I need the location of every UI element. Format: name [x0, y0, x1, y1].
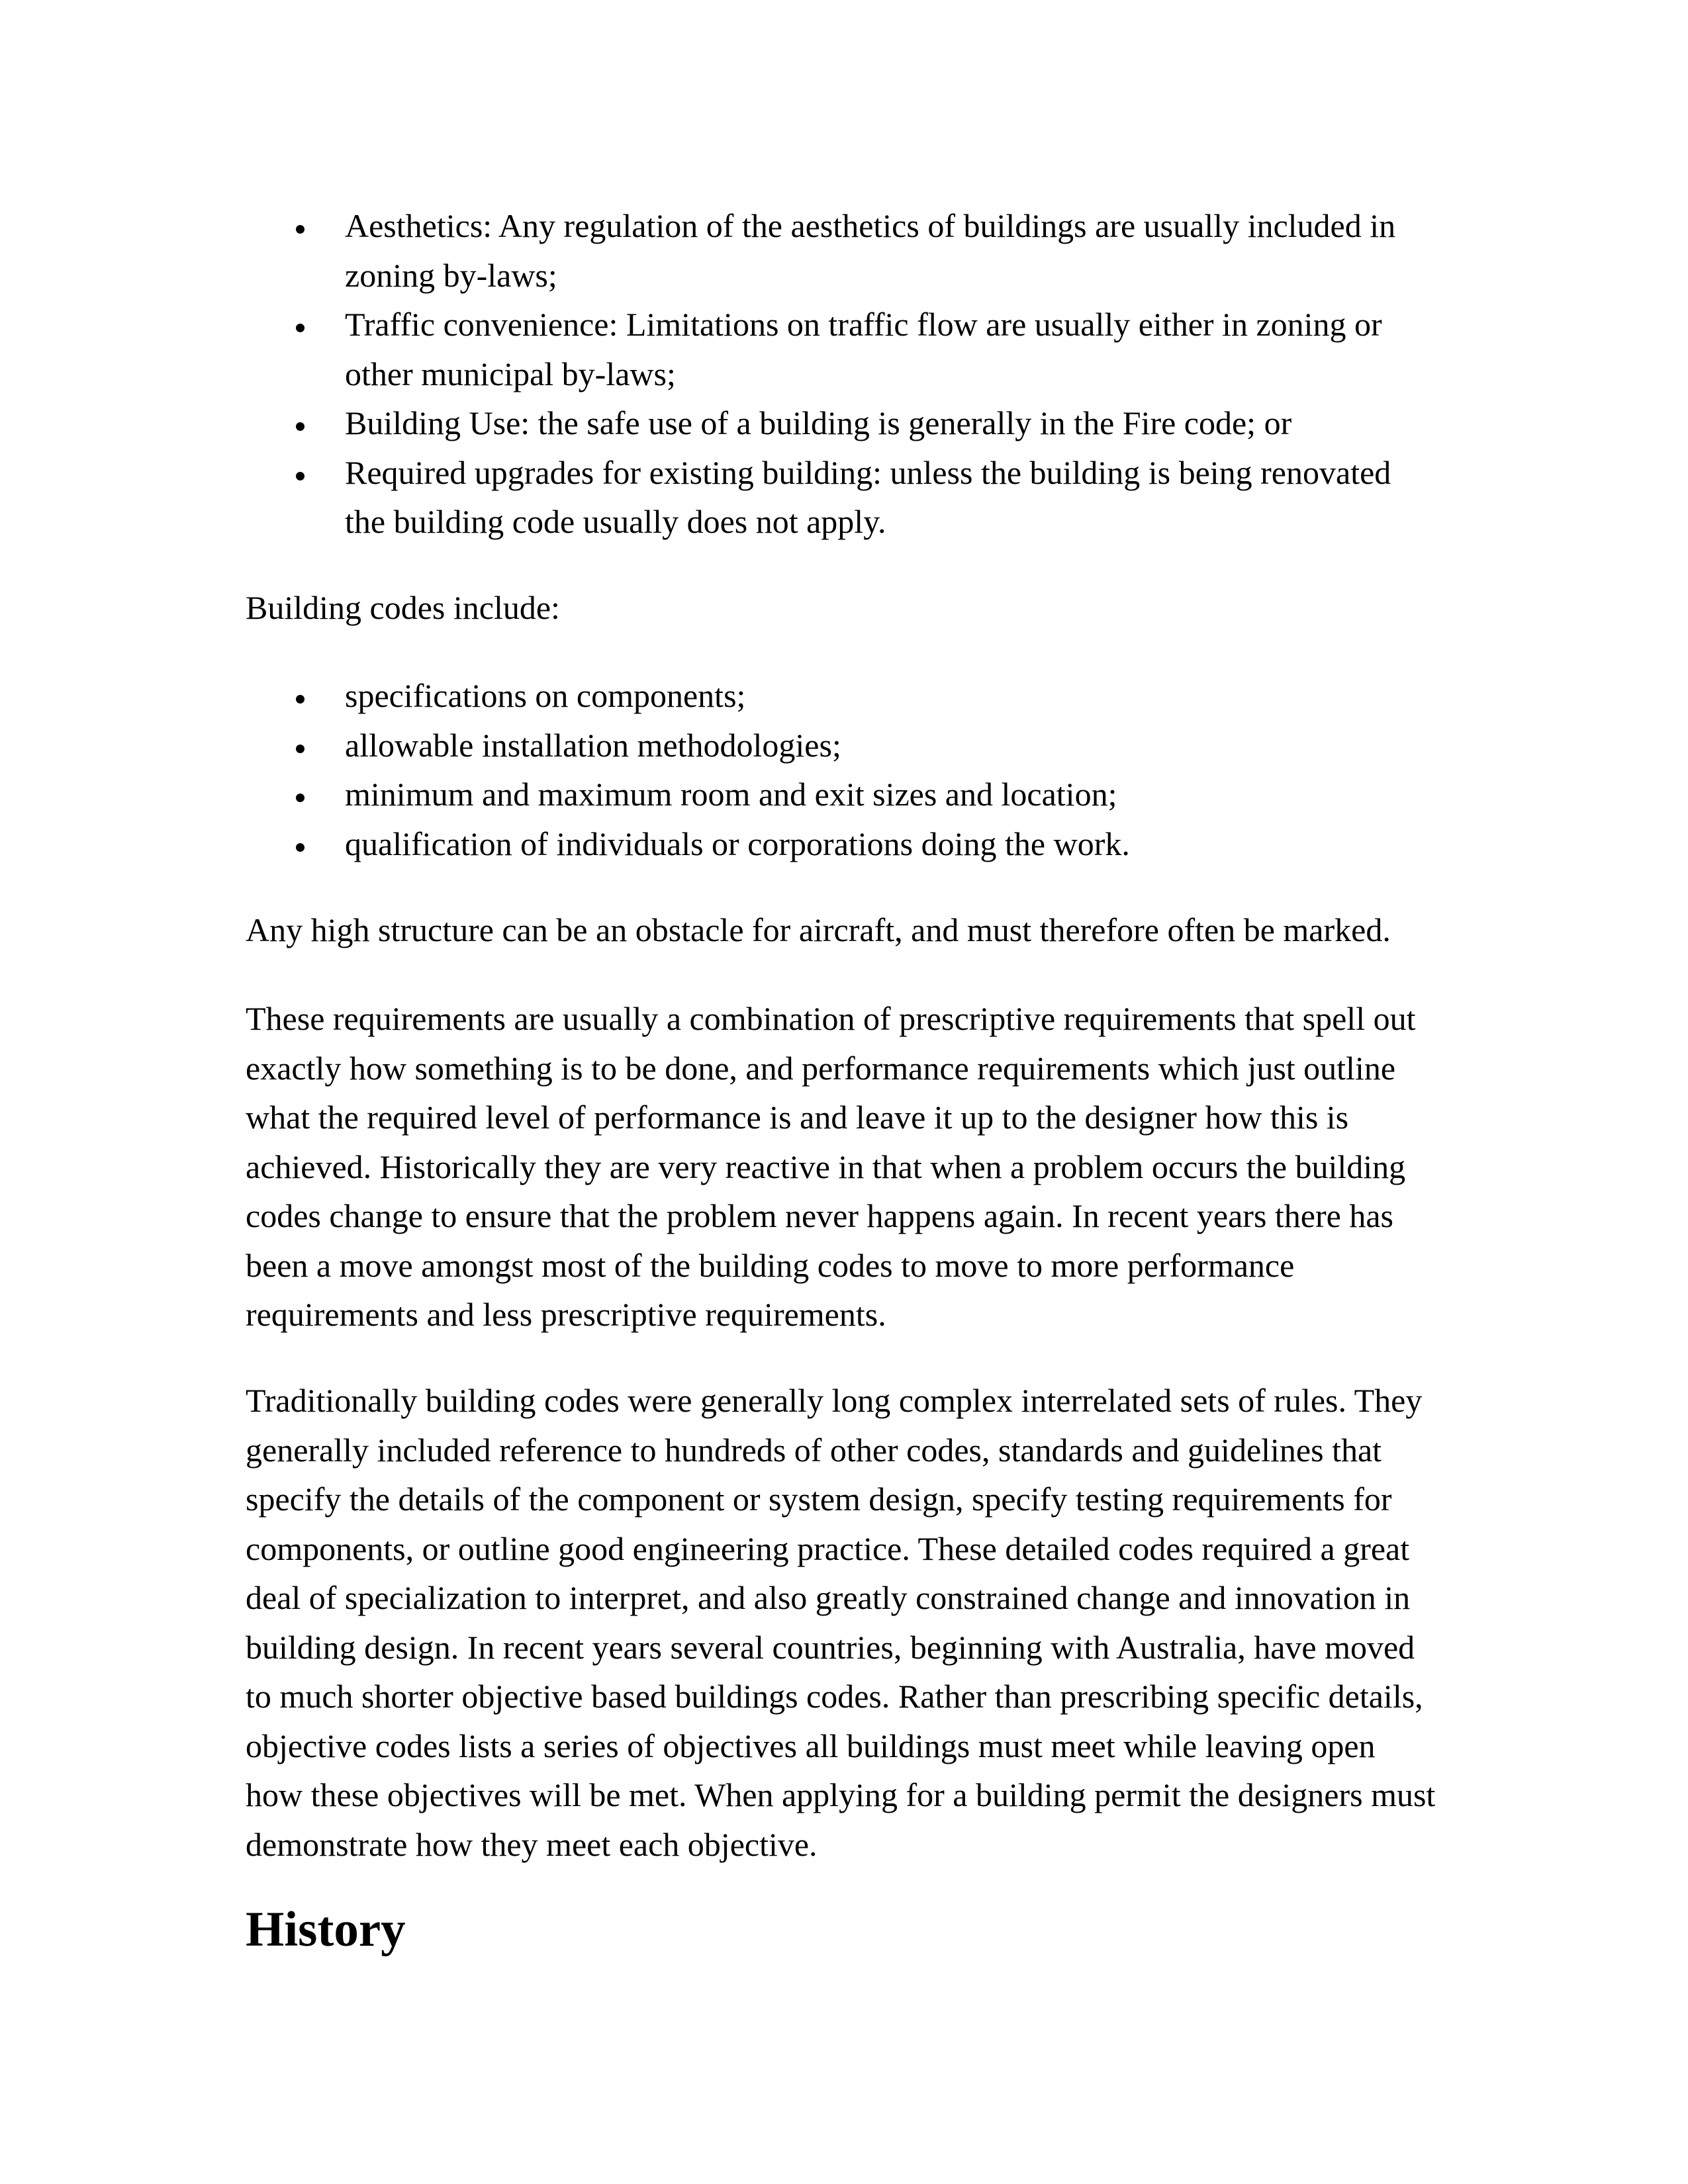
text-line: Traditionally building codes were generally long complex interrelated sets of rules. They: [246, 1382, 1423, 1419]
bullet-dot-icon: [296, 695, 305, 704]
text-line: components, or outline good engineering practice. These detailed codes required a great: [246, 1529, 1410, 1567]
bullet-dot-icon: [296, 422, 305, 431]
text-line: achieved. Historically they are very reactive in that when a problem occurs the building: [246, 1148, 1406, 1185]
bullet-dot-icon: [296, 794, 305, 802]
bullet-item-qualification: [345, 819, 1130, 869]
text-line: Any high structure can be an obstacle for aircraft, and must therefore often be marked.: [246, 911, 1391, 948]
text-line: deal of specialization to interpret, and also greatly constrained change and innovation in: [246, 1579, 1411, 1616]
bullet-dot-icon: [296, 843, 305, 852]
bullet-item-required-upgrades: [345, 448, 1395, 547]
text-line: codes change to ensure that the problem never happens again. In recent years there has: [246, 1197, 1393, 1234]
text-line: Building Use: the safe use of a building is generally in the Fire code; or: [345, 404, 1292, 441]
text-line: to much shorter objective based buildings codes. Rather than prescribing specific details,: [246, 1678, 1423, 1715]
text-line: building design. In recent years several countries, beginning with Australia, have moved: [246, 1628, 1415, 1666]
includes-bullet-list: [345, 671, 1130, 868]
text-line: requirements and less prescriptive requirements.: [246, 1296, 886, 1333]
text-line: allowable installation methodologies;: [345, 726, 841, 764]
paragraph-aircraft: [246, 905, 1391, 955]
paragraph-requirements: [246, 994, 1415, 1340]
codes-include-intro: [246, 583, 560, 633]
text-line: demonstrate how they meet each objective.: [246, 1825, 818, 1863]
text-line: how these objectives will be met. When applying for a building permit the designers must: [246, 1776, 1436, 1813]
text-line: specify the details of the component or system design, specify testing requirements for: [246, 1480, 1392, 1518]
text-line: These requirements are usually a combination of prescriptive requirements that spell out: [246, 1000, 1416, 1037]
text-line: objective codes lists a series of objectives all buildings must meet while leaving open: [246, 1727, 1376, 1764]
text-line: zoning by-laws;: [345, 256, 557, 294]
bullet-dot-icon: [296, 745, 305, 753]
text-line: what the required level of performance is and leave it up to the designer how this is: [246, 1099, 1349, 1136]
text-line: specifications on components;: [345, 677, 746, 714]
bullet-dot-icon: [296, 225, 305, 234]
text-line: Aesthetics: Any regulation of the aesthetics of buildings are usually included in: [345, 207, 1396, 244]
bullet-dot-icon: [296, 472, 305, 480]
text-line: other municipal by-laws;: [345, 355, 676, 392]
text-line: Traffic convenience: Limitations on traffic flow are usually either in zoning or: [345, 306, 1382, 343]
text-line: Building codes include:: [246, 589, 560, 626]
text-line: minimum and maximum room and exit sizes and location;: [345, 776, 1117, 813]
paragraph-traditionally: [246, 1376, 1435, 1869]
text-line: qualification of individuals or corporations doing the work.: [345, 825, 1130, 862]
bullet-item-installation: [345, 721, 1130, 770]
bullet-item-aesthetics: [345, 201, 1395, 300]
text-line: exactly how something is to be done, and performance requirements which just outline: [246, 1049, 1396, 1087]
text-line: been a move amongst most of the building codes to move to more performance: [246, 1246, 1295, 1284]
text-line: Required upgrades for existing building: unless the building is being renovated: [345, 453, 1391, 491]
bullet-item-traffic-convenience: [345, 300, 1395, 398]
bullet-item-room-exit-sizes: [345, 770, 1130, 819]
bullet-dot-icon: [296, 324, 305, 332]
text-line: the building code usually does not apply.: [345, 503, 886, 540]
exclusions-bullet-list: [345, 201, 1395, 547]
section-heading-history: History: [246, 1902, 406, 1957]
text-line: generally included reference to hundreds of other codes, standards and guidelines that: [246, 1431, 1382, 1469]
bullet-item-specifications: [345, 671, 1130, 721]
bullet-item-building-use: [345, 398, 1395, 448]
